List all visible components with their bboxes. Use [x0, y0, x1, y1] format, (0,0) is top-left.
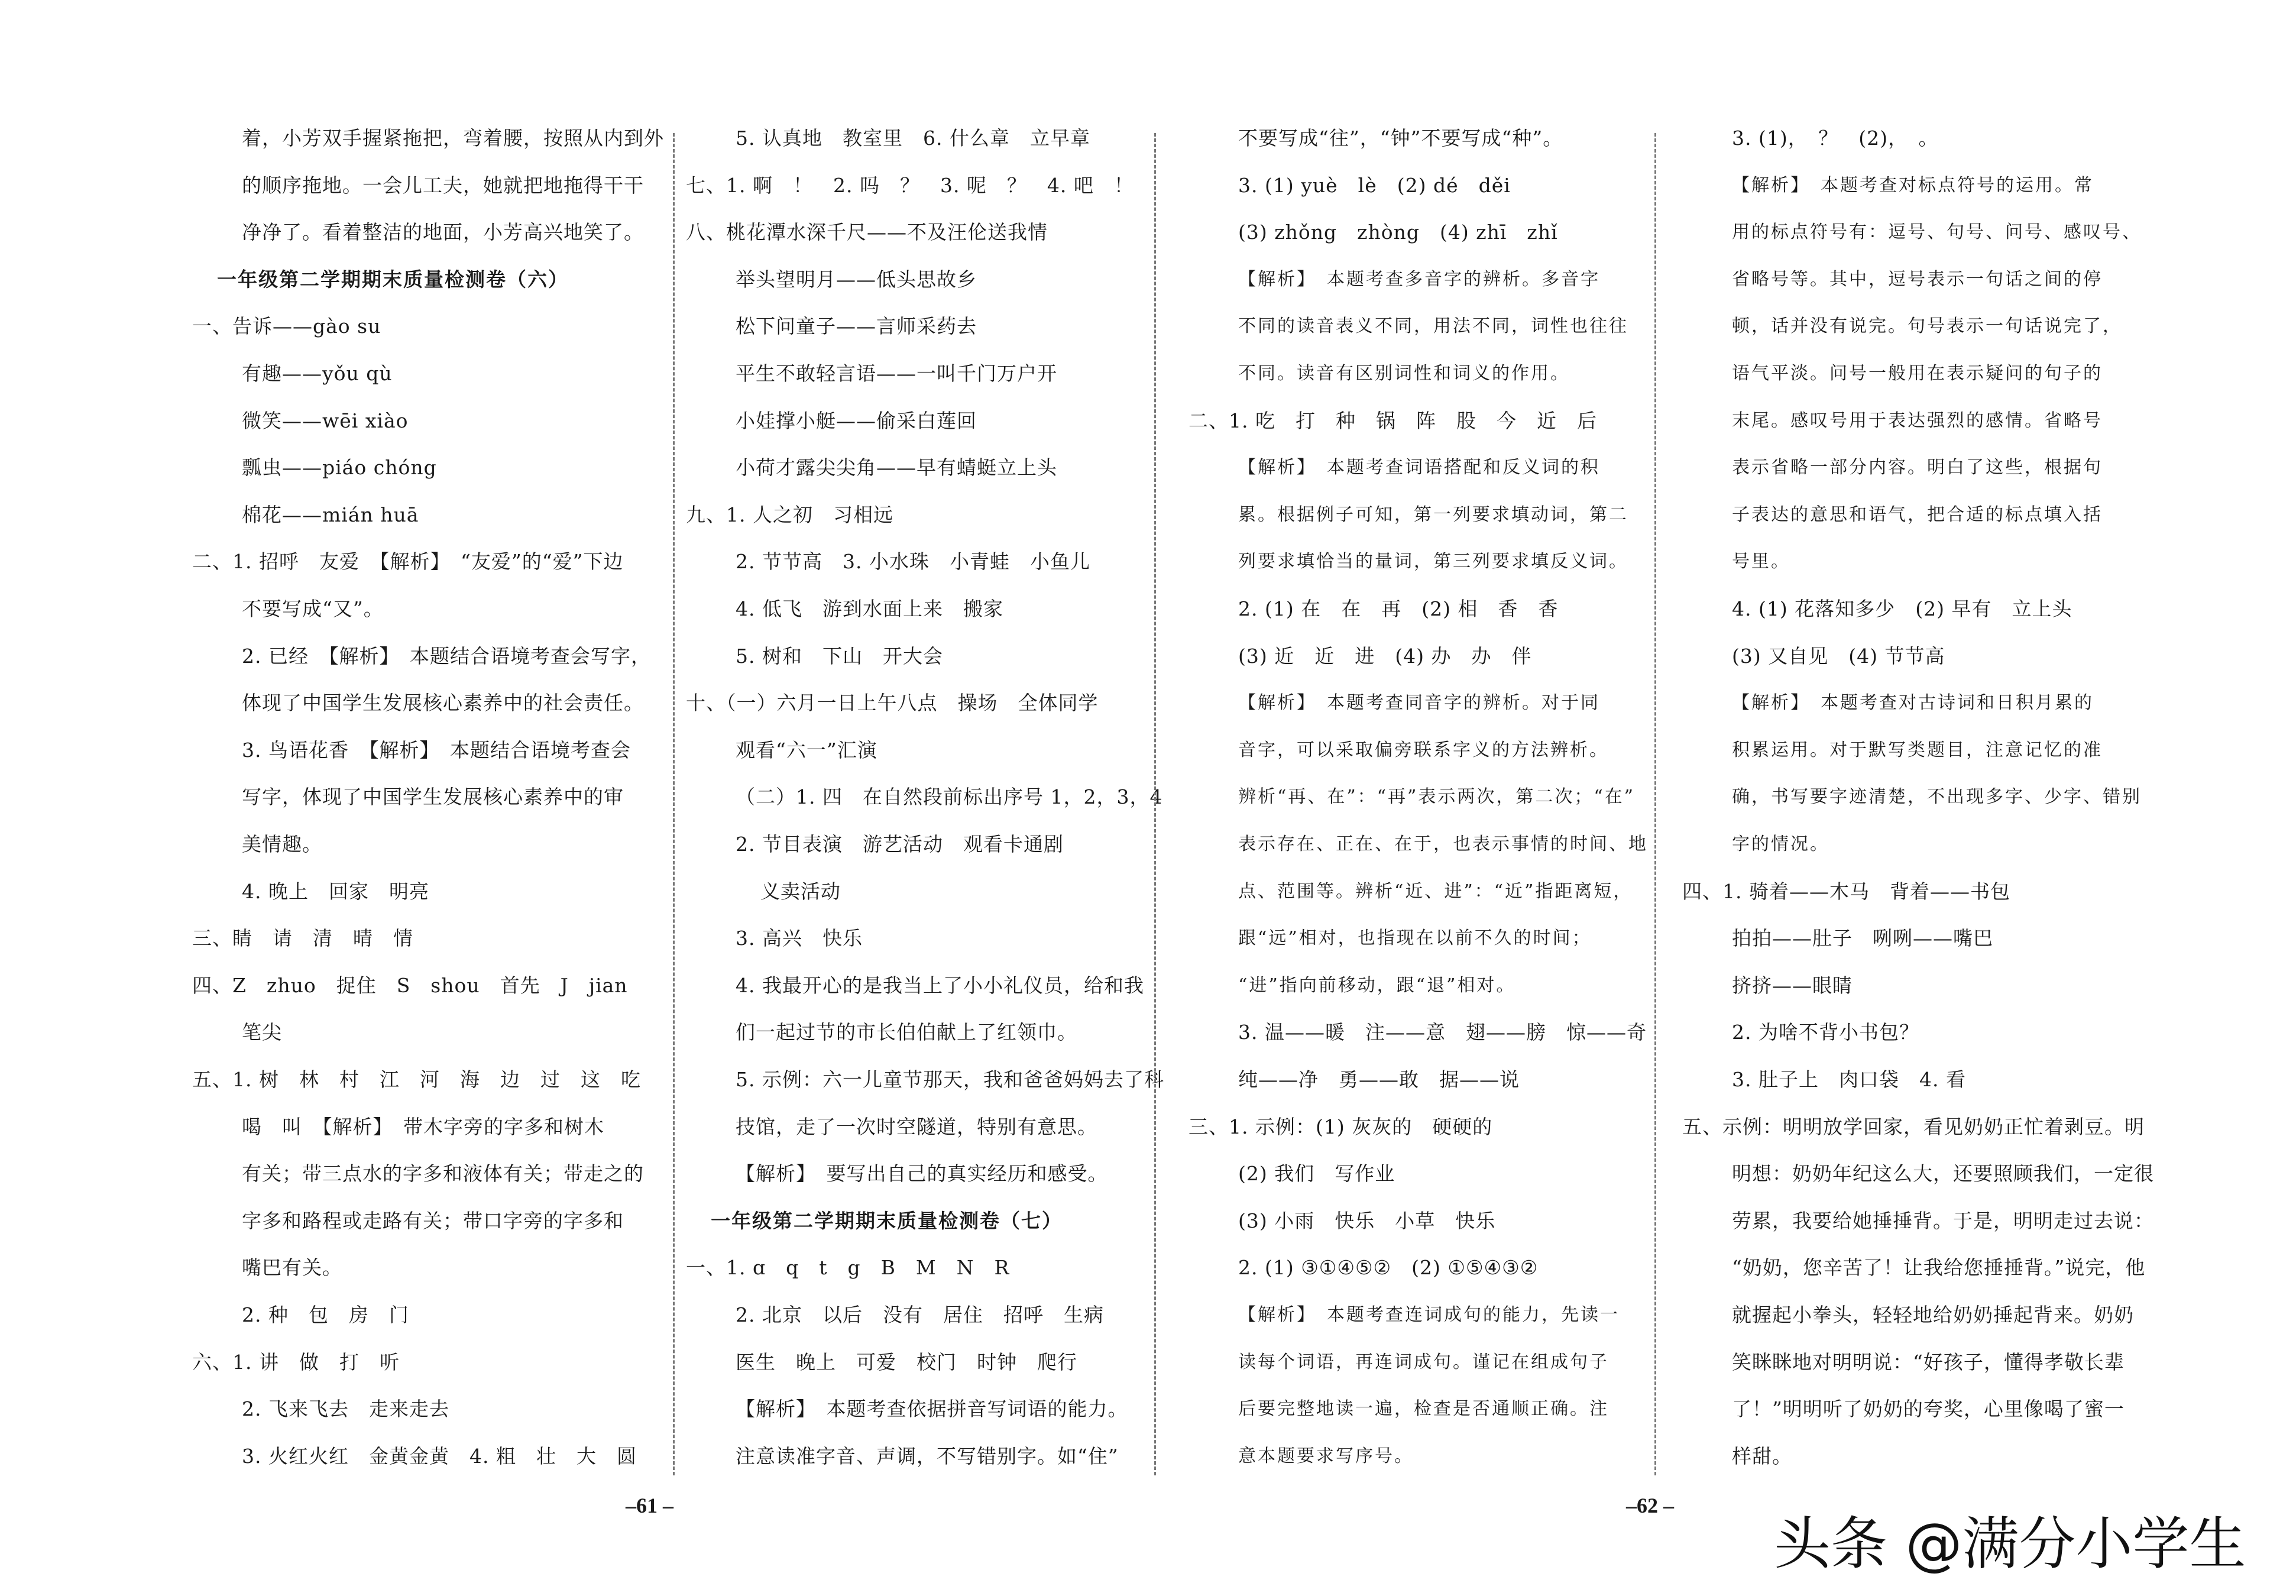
answer-line: 5. 认真地 教室里 6. 什么章 立早章 — [736, 127, 1090, 150]
answer-line: （二）1. 四 在自然段前标出序号 1，2，3，4 — [736, 785, 1163, 808]
answer-line: 5. 树和 下山 开大会 — [736, 645, 943, 668]
answer-line: 3. 温——暖 注——意 翅——膀 惊——奇 — [1238, 1021, 1647, 1044]
answer-line: 的顺序拖地。一会儿工夫，她就把地拖得干干 — [242, 174, 644, 197]
answer-line: 笑眯眯地对明明说：“好孩子，懂得孝敬长辈 — [1732, 1351, 2125, 1374]
answer-line: 3. 高兴 快乐 — [736, 927, 863, 950]
answer-line: 挤挤——眼睛 — [1732, 974, 1853, 997]
answer-line: 小荷才露尖尖角——早有蜻蜓立上头 — [736, 456, 1057, 479]
answer-line: (3) 又自见 (4) 节节高 — [1732, 645, 1945, 668]
answer-line: (3) zhǒng zhòng (4) zhī zhǐ — [1238, 221, 1558, 244]
analysis-line: 字的情况。 — [1732, 834, 1829, 854]
answer-line: 字多和路程或走路有关；带口字旁的字多和 — [242, 1209, 624, 1232]
analysis-line: 不同的读音表义不同，用法不同，词性也往往 — [1238, 316, 1628, 336]
answer-line: 3. 鸟语花香 【解析】 本题结合语境考查会 — [242, 739, 631, 762]
answer-line: 们一起过节的市长伯伯献上了红领巾。 — [736, 1021, 1077, 1044]
analysis-line: 【解析】 本题考查词语搭配和反义词的积 — [1238, 457, 1600, 478]
analysis-line: “进”指向前移动，跟“退”相对。 — [1238, 975, 1516, 996]
answer-line: 一、1. ɑ q t g B M N R — [686, 1256, 1010, 1279]
answer-line: 微笑——wēi xiào — [242, 409, 409, 432]
answer-line: 2. (1) 在 在 再 (2) 相 香 香 — [1238, 597, 1559, 620]
answer-line: 平生不敢轻言语——一叫千门万户开 — [736, 362, 1057, 385]
answer-line: 小娃撑小艇——偷采白莲回 — [736, 409, 977, 432]
analysis-line: 【解析】 本题考查对古诗词和日积月累的 — [1732, 692, 2094, 713]
analysis-line: 语气平淡。问号一般用在表示疑问的句子的 — [1732, 363, 2103, 384]
answer-line: 就握起小拳头，轻轻地给奶奶捶起背来。奶奶 — [1732, 1303, 2134, 1326]
answer-line: 八、桃花潭水深千尺——不及汪伦送我情 — [686, 221, 1048, 244]
analysis-line: 【解析】 本题考查连词成句的能力，先读一 — [1238, 1304, 1620, 1325]
section-heading: 一年级第二学期期末质量检测卷（六） — [217, 268, 569, 291]
answer-line: 棉花——mián huā — [242, 503, 419, 526]
answer-line: 有关；带三点水的字多和液体有关；带走之的 — [242, 1162, 644, 1185]
answer-line: 2. 节目表演 游艺活动 观看卡通剧 — [736, 833, 1064, 856]
answer-line: 不要写成“往”，“钟”不要写成“种”。 — [1238, 127, 1563, 150]
answer-line: 3. 火红火红 金黄金黄 4. 粗 壮 大 圆 — [242, 1445, 637, 1468]
analysis-line: 后要完整地读一遍，检查是否通顺正确。注 — [1238, 1398, 1609, 1419]
answer-line: 十、（一）六月一日上午八点 操场 全体同学 — [686, 691, 1099, 714]
answer-line: 三、1. 示例：(1) 灰灰的 硬硬的 — [1189, 1115, 1493, 1138]
analysis-line: 读每个词语，再连词成句。谨记在组成句子 — [1238, 1352, 1609, 1372]
answer-line: 4. 晚上 回家 明亮 — [242, 880, 429, 903]
answer-line: 纯——净 勇——敢 据——说 — [1238, 1068, 1520, 1091]
analysis-line: 用的标点符号有：逗号、句号、问号、感叹号、 — [1732, 222, 2142, 242]
answer-line: 4. 我最开心的是我当上了小小礼仪员，给和我 — [736, 974, 1144, 997]
analysis-line: 音字，可以采取偏旁联系字义的方法辨析。 — [1238, 740, 1609, 760]
analysis-line: 确，书写要字迹清楚，不出现多字、少字、错别 — [1732, 786, 2142, 807]
analysis-line: 末尾。感叹号用于表达强烈的感情。省略号 — [1732, 410, 2103, 431]
answer-line: 嘴巴有关。 — [242, 1256, 342, 1279]
answer-line: 笔尖 — [242, 1021, 282, 1044]
answer-line: 四、1. 骑着——木马 背着——书包 — [1682, 880, 2010, 903]
answer-line: 举头望明月——低头思故乡 — [736, 268, 977, 291]
analysis-line: 不同。读音有区别词性和词义的作用。 — [1238, 363, 1570, 384]
answer-line: 观看“六一”汇演 — [736, 739, 877, 762]
answer-line: 四、Z zhuo 捉住 S shou 首先 J jian — [192, 974, 628, 997]
column-divider-left — [673, 133, 675, 1475]
answer-line: 4. (1) 花落知多少 (2) 早有 立上头 — [1732, 597, 2072, 620]
answer-line: 有趣——yǒu qù — [242, 362, 393, 385]
answer-line: 5. 示例：六一儿童节那天，我和爸爸妈妈去了科 — [736, 1068, 1164, 1091]
analysis-line: 意本题要求写序号。 — [1238, 1446, 1414, 1466]
answer-line: 3. (1) yuè lè (2) dé děi — [1238, 174, 1511, 197]
answer-line: 2. 为啥不背小书包？ — [1732, 1021, 1919, 1044]
section-heading: 一年级第二学期期末质量检测卷（七） — [711, 1209, 1063, 1232]
answer-line: 注意读准字音、声调，不写错别字。如“住” — [736, 1445, 1119, 1468]
answer-line: 喝 叫 【解析】 带木字旁的字多和树木 — [242, 1115, 604, 1138]
answer-line: “奶奶，您辛苦了！让我给您捶捶背。”说完，他 — [1732, 1256, 2146, 1279]
answer-line: 2. 北京 以后 没有 居住 招呼 生病 — [736, 1303, 1104, 1326]
answer-line: 五、1. 树 林 村 江 河 海 边 过 这 吃 — [192, 1068, 641, 1091]
answer-line: (3) 小雨 快乐 小草 快乐 — [1238, 1209, 1496, 1232]
analysis-line: 跟“远”相对，也指现在以前不久的时间； — [1238, 928, 1592, 948]
answer-line: 【解析】 要写出自己的真实经历和感受。 — [736, 1162, 1108, 1185]
answer-line: 义卖活动 — [760, 880, 841, 903]
column-divider-right — [1654, 133, 1656, 1475]
answer-line: 三、睛 请 清 晴 情 — [192, 927, 413, 950]
answer-line: 七、1. 啊 ！ 2. 吗 ？ 3. 呢 ？ 4. 吧 ！ — [686, 174, 1134, 197]
answer-line: 净净了。看着整洁的地面，小芳高兴地笑了。 — [242, 221, 644, 244]
analysis-line: 【解析】 本题考查对标点符号的运用。常 — [1732, 175, 2094, 196]
analysis-line: 顿，话并没有说完。句号表示一句话说完了， — [1732, 316, 2122, 336]
answer-line: 样甜。 — [1732, 1445, 1792, 1468]
answer-line: 2. 节节高 3. 小水珠 小青蛙 小鱼儿 — [736, 550, 1090, 573]
answer-line: 写字，体现了中国学生发展核心素养中的审 — [242, 785, 624, 808]
analysis-line: 【解析】 本题考查多音字的辨析。多音字 — [1238, 269, 1600, 290]
analysis-line: 省略号等。其中，逗号表示一句话之间的停 — [1732, 269, 2103, 290]
answer-line: 了！”明明听了奶奶的夸奖，心里像喝了蜜一 — [1732, 1397, 2125, 1420]
page-gutter-divider — [1154, 133, 1156, 1475]
analysis-line: 表示省略一部分内容。明白了这些，根据句 — [1732, 457, 2103, 478]
answer-line: 2. 飞来飞去 走来走去 — [242, 1397, 449, 1420]
answer-line: 【解析】 本题考查依据拼音写词语的能力。 — [736, 1397, 1128, 1420]
answer-line: 二、1. 招呼 友爱 【解析】 “友爱”的“爱”下边 — [192, 550, 624, 573]
watermark: 头条 @满分小学生 — [1774, 1511, 2246, 1577]
answer-line: 瓢虫——piáo chóng — [242, 456, 437, 479]
analysis-line: 辨析“再、在”：“再”表示两次，第二次；“在” — [1238, 786, 1636, 807]
analysis-line: 积累运用。对于默写类题目，注意记忆的准 — [1732, 740, 2103, 760]
analysis-line: 【解析】 本题考查同音字的辨析。对于同 — [1238, 692, 1600, 713]
answer-line: 美情趣。 — [242, 833, 322, 856]
analysis-line: 点、范围等。辨析“近、进”：“近”指距离短， — [1238, 881, 1633, 902]
answer-line: 拍拍——肚子 咧咧——嘴巴 — [1732, 927, 1993, 950]
analysis-line: 列要求填恰当的量词，第三列要求填反义词。 — [1238, 551, 1628, 572]
analysis-line: 号里。 — [1732, 551, 1790, 572]
analysis-line: 累。根据例子可知，第一列要求填动词，第二 — [1238, 504, 1628, 525]
answer-line: 4. 低飞 游到水面上来 搬家 — [736, 597, 1003, 620]
page-number-right: –62 – — [1626, 1494, 1674, 1517]
analysis-line: 表示存在、正在、在于，也表示事情的时间、地 — [1238, 834, 1648, 854]
answer-line: (2) 我们 写作业 — [1238, 1162, 1395, 1185]
answer-line: 3. 肚子上 肉口袋 4. 看 — [1732, 1068, 1966, 1091]
answer-line: 体现了中国学生发展核心素养中的社会责任。 — [242, 691, 644, 714]
answer-line: 二、1. 吃 打 种 锅 阵 股 今 近 后 — [1189, 409, 1597, 432]
answer-line: 不要写成“又”。 — [242, 597, 384, 620]
answer-line: 医生 晚上 可爱 校门 时钟 爬行 — [736, 1351, 1077, 1374]
page-number-left: –61 – — [626, 1494, 673, 1517]
answer-line: 五、示例：明明放学回家，看见奶奶正忙着剥豆。明 — [1682, 1115, 2145, 1138]
answer-line: 技馆，走了一次时空隧道，特别有意思。 — [736, 1115, 1097, 1138]
answer-line: 一、告诉——gào su — [192, 315, 381, 338]
answer-line: 3. (1)， ？ (2)， 。 — [1732, 127, 1939, 150]
answer-line: 2. 已经 【解析】 本题结合语境考查会写字， — [242, 645, 651, 668]
answer-line: 明想：奶奶年纪这么大，还要照顾我们，一定很 — [1732, 1162, 2154, 1185]
analysis-line: 子表达的意思和语气，把合适的标点填入括 — [1732, 504, 2103, 525]
answer-line: (3) 近 近 进 (4) 办 办 伴 — [1238, 645, 1532, 668]
answer-line: 劳累，我要给她捶捶背。于是，明明走过去说： — [1732, 1209, 2154, 1232]
answer-line: 2. 种 包 房 门 — [242, 1303, 409, 1326]
answer-line: 着，小芳双手握紧拖把，弯着腰，按照从内到外 — [242, 127, 664, 150]
answer-line: 松下问童子——言师采药去 — [736, 315, 977, 338]
answer-line: 九、1. 人之初 习相远 — [686, 503, 893, 526]
answer-line: 2. (1) ③①④⑤② (2) ①⑤④③② — [1238, 1256, 1539, 1279]
answer-line: 六、1. 讲 做 打 听 — [192, 1351, 400, 1374]
